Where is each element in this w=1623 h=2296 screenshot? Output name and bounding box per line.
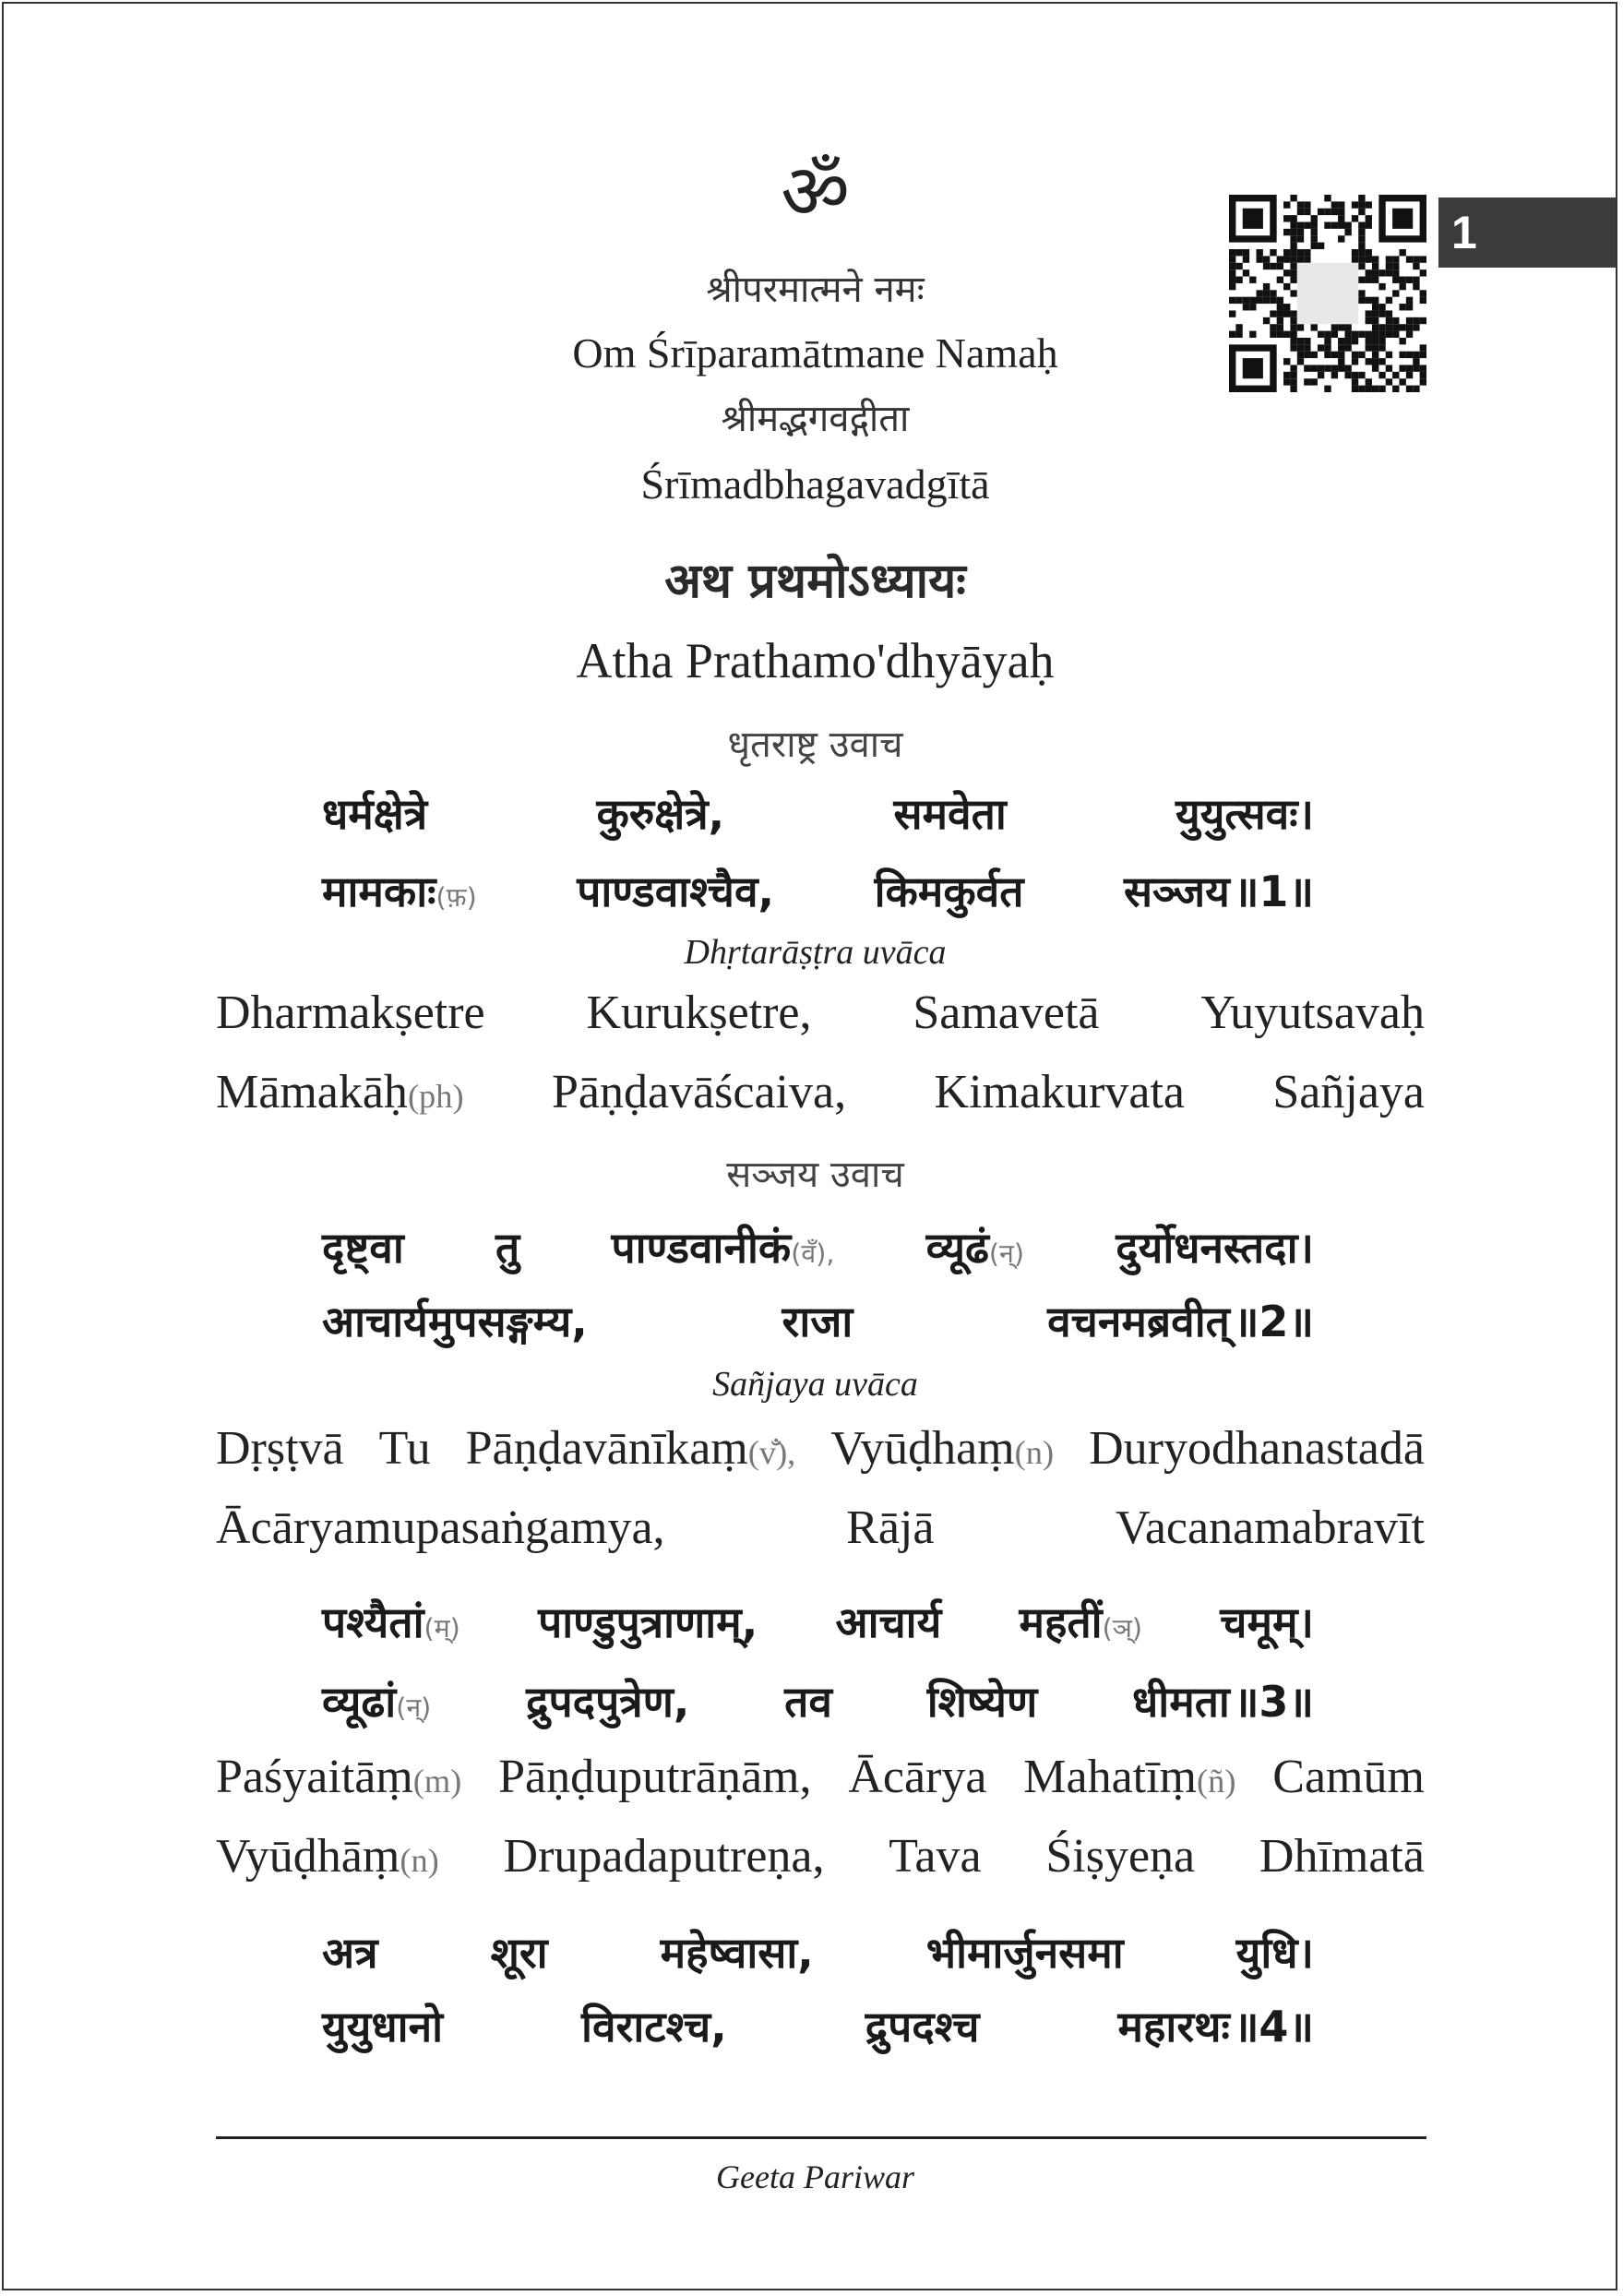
- sanskrit-word: युयुत्सवः।: [1175, 789, 1314, 839]
- sanskrit-word: किमकुर्वत: [874, 867, 1024, 916]
- roman-word: Pāṇḍuputrāṇām,: [498, 1751, 812, 1803]
- chapter-title-roman: Atha Prathamo'dhyāyaḥ: [576, 633, 1055, 688]
- speaker-sanskrit: सञ्जय उवाच: [726, 1154, 904, 1196]
- sanskrit-word: [322, 1593, 460, 1650]
- pronunciation-note: (फ़): [436, 882, 477, 913]
- sanskrit-word: विराटश्च,: [581, 2002, 727, 2051]
- roman-line: [216, 1065, 1425, 1119]
- sanskrit-word: द्रुपदश्च: [865, 2002, 980, 2051]
- sanskrit-word-text: पाण्डवानीकं: [611, 1223, 792, 1273]
- sanskrit-word: समवेता: [893, 789, 1007, 839]
- roman-word: Yuyutsavaḥ: [1200, 987, 1425, 1039]
- sanskrit-line: [322, 1997, 1314, 2054]
- roman-word: Ācāryamupasaṅgamya,: [216, 1501, 665, 1554]
- sanskrit-word-text: मामकाः: [322, 867, 436, 916]
- sanskrit-word: द्रुपदपुत्रेण,: [526, 1677, 690, 1727]
- sanskrit-word-text: पश्यैतां: [322, 1597, 424, 1647]
- pronunciation-note: (म्): [424, 1613, 460, 1644]
- title-roman: Śrīmadbhagavadgītā: [640, 460, 990, 508]
- chapter-title-sanskrit: अथ प्रथमोऽध्यायः: [664, 554, 966, 609]
- verse-number: ॥1॥: [1233, 867, 1314, 916]
- sanskrit-word: [322, 1672, 431, 1729]
- title-sanskrit: श्रीमद्भगवद्गीता: [721, 398, 910, 440]
- sanskrit-line: [322, 1292, 1314, 1349]
- sanskrit-word-text: व्यूढां: [322, 1677, 397, 1727]
- sanskrit-word: पाण्डवाश्चैव,: [577, 867, 775, 916]
- pronunciation-note: (n): [1014, 1434, 1055, 1471]
- sanskrit-word: दृष्ट्वा: [322, 1223, 404, 1273]
- roman-word: Ācārya: [848, 1751, 987, 1803]
- invocation-sanskrit: श्रीपरमात्मने नमः: [706, 269, 925, 311]
- pronunciation-note: (v̐),: [747, 1434, 796, 1471]
- roman-word: Duryodhanastadā: [1089, 1422, 1425, 1475]
- footer-text: Geeta Pariwar: [716, 2158, 914, 2195]
- sanskrit-word: आचार्य: [835, 1597, 942, 1647]
- pronunciation-note: (ph): [407, 1078, 464, 1115]
- speaker-sanskrit: धृतराष्ट्र उवाच: [727, 723, 903, 766]
- sanskrit-word: भीमार्जुनसमा: [925, 1928, 1124, 1978]
- roman-word: Camūm: [1272, 1751, 1425, 1803]
- om-symbol: ॐ: [781, 150, 850, 234]
- verse-number: ॥4॥: [1233, 2002, 1314, 2051]
- sanskrit-word: [1118, 1997, 1314, 2054]
- sanskrit-line: [322, 1593, 1314, 1650]
- sanskrit-word: [1124, 862, 1314, 919]
- pronunciation-note: (न्): [396, 1692, 432, 1723]
- sanskrit-word: दुर्योधनस्तदा।: [1116, 1223, 1314, 1273]
- speaker-roman: Sañjaya uvāca: [712, 1365, 918, 1404]
- sanskrit-word: [1132, 1672, 1314, 1729]
- sanskrit-word-text: महतीं: [1019, 1597, 1103, 1647]
- roman-line: [216, 1501, 1425, 1555]
- pronunciation-note: (m): [412, 1763, 462, 1800]
- sanskrit-word-text: महारथः: [1117, 2002, 1230, 2051]
- roman-word: Kimakurvata: [934, 1066, 1185, 1118]
- roman-word: [830, 1421, 1054, 1476]
- pronunciation-note: (न्): [988, 1238, 1024, 1269]
- roman-word-text: Mahatīṃ: [1023, 1751, 1198, 1803]
- roman-word: [1023, 1750, 1235, 1804]
- roman-word: Drupadaputreṇa,: [503, 1830, 825, 1883]
- roman-word: Vacanamabravīt: [1116, 1501, 1425, 1554]
- roman-word: [216, 1065, 464, 1119]
- sanskrit-line: [322, 1672, 1314, 1729]
- roman-word-text: Māmakāḥ: [216, 1066, 408, 1118]
- roman-word: Dṛṣṭvā: [216, 1422, 344, 1475]
- roman-word: [466, 1421, 796, 1476]
- roman-word: Rājā: [846, 1501, 935, 1554]
- sanskrit-word: [1047, 1292, 1314, 1349]
- sanskrit-word-text: सञ्जय: [1123, 867, 1230, 916]
- sanskrit-word-text: व्यूढं: [925, 1223, 989, 1273]
- sanskrit-word: अत्र: [322, 1928, 378, 1978]
- sanskrit-word: शूरा: [490, 1928, 548, 1978]
- roman-word: Dharmakṣetre: [216, 987, 485, 1039]
- sanskrit-word: [1020, 1593, 1143, 1650]
- speaker-roman: Dhṛtarāṣṭra uvāca: [684, 933, 947, 972]
- roman-word: Sañjaya: [1272, 1066, 1425, 1118]
- sanskrit-word: युधि।: [1235, 1928, 1314, 1978]
- sanskrit-word: महेष्वासा,: [660, 1928, 814, 1978]
- sanskrit-word: तव: [784, 1677, 832, 1727]
- sanskrit-word: पाण्डुपुत्राणाम्,: [538, 1597, 758, 1647]
- pronunciation-note: (वँ),: [791, 1238, 835, 1269]
- pronunciation-note: (ñ): [1197, 1763, 1236, 1800]
- sanskrit-word: तु: [495, 1223, 520, 1273]
- roman-word: [216, 1829, 439, 1883]
- sanskrit-word-text: वचनमब्रवीत्: [1047, 1297, 1230, 1346]
- page: [2, 2, 1617, 2290]
- sanskrit-line: [322, 1923, 1314, 1980]
- sanskrit-line: [322, 1218, 1314, 1275]
- sanskrit-word: राजा: [782, 1297, 853, 1346]
- sanskrit-word: [322, 862, 477, 919]
- roman-word-text: Vyūḍhaṃ: [830, 1422, 1015, 1475]
- roman-word-text: Pāṇḍavānīkaṃ: [465, 1422, 748, 1475]
- roman-word: Pāṇḍavāścaiva,: [552, 1066, 847, 1118]
- roman-line: [216, 1750, 1425, 1804]
- sanskrit-line: [322, 784, 1314, 842]
- sanskrit-word: आचार्यमुपसङ्गम्य,: [322, 1297, 588, 1346]
- page-number: 1: [1451, 207, 1477, 258]
- roman-word: Dhīmatā: [1259, 1830, 1425, 1883]
- sanskrit-word: कुरुक्षेत्रे,: [596, 789, 725, 839]
- verse-number: ॥2॥: [1233, 1297, 1314, 1346]
- sanskrit-word: [926, 1218, 1024, 1275]
- sanskrit-line: [322, 862, 1314, 919]
- sanskrit-word: [611, 1218, 834, 1275]
- roman-word: Śiṣyeṇa: [1045, 1830, 1196, 1883]
- roman-word-text: Vyūḍhāṃ: [216, 1830, 400, 1883]
- sanskrit-word: धर्मक्षेत्रे: [322, 789, 428, 839]
- roman-word-text: Paśyaitāṃ: [216, 1751, 413, 1803]
- roman-word: Samavetā: [913, 987, 1100, 1039]
- roman-word: [216, 1750, 461, 1804]
- roman-word: Kurukṣetre,: [586, 987, 812, 1039]
- roman-line: [216, 986, 1425, 1040]
- sanskrit-word-text: धीमता: [1132, 1677, 1230, 1727]
- roman-line: [216, 1421, 1425, 1476]
- sanskrit-word: शिष्येण: [926, 1677, 1038, 1727]
- footer-divider: [216, 2136, 1426, 2139]
- roman-line: [216, 1829, 1425, 1883]
- invocation-roman: Om Śrīparamātmane Namaḥ: [572, 329, 1058, 377]
- roman-word: Tu: [378, 1422, 431, 1475]
- verse-number: ॥3॥: [1233, 1677, 1314, 1727]
- pronunciation-note: (n): [400, 1842, 439, 1879]
- pronunciation-note: (ञ्): [1102, 1613, 1143, 1644]
- roman-word: Tava: [889, 1830, 982, 1883]
- sanskrit-word: युयुधानो: [322, 2002, 444, 2051]
- sanskrit-word: चमूम्।: [1220, 1597, 1314, 1647]
